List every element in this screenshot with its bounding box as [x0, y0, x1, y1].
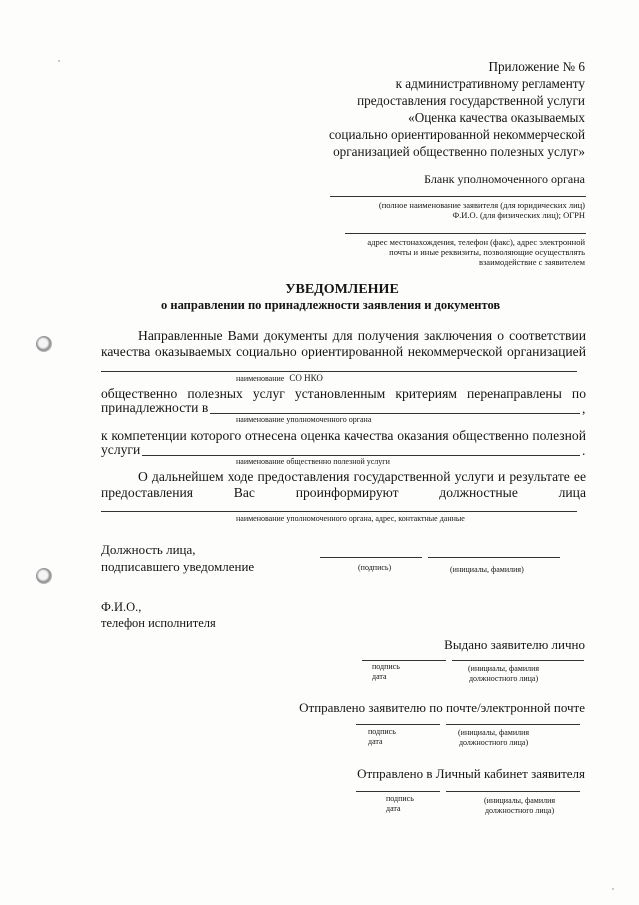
initials-caption: (инициалы, фамилия)	[450, 565, 524, 574]
body-p2-line2: предоставления Вас проинформируют должностные лица	[101, 485, 586, 500]
caption-text: взаимодействие с заявителем	[478, 257, 585, 267]
initials-caption: (инициалы, фамилия	[484, 796, 556, 805]
delivery-post-title: Отправлено заявителю по почте/электронной почте	[299, 700, 585, 715]
executor-block	[101, 599, 216, 631]
document-subtitle: о направлении по принадлежности заявления и документов	[161, 298, 501, 312]
document-title: УВЕДОМЛЕНИЕ	[285, 282, 399, 297]
initials-caption: должностного лица)	[458, 738, 529, 747]
caption-text: (полное наименование заявителя (для юридических лиц)	[378, 200, 585, 210]
signature-caption: (подпись)	[358, 563, 392, 572]
delivery-in-person-title: Выдано заявителю лично	[444, 637, 585, 652]
initials-line	[428, 557, 560, 558]
body-p1-line2: качества оказываемых социально ориентированной некоммерческой организацией	[101, 344, 586, 359]
contacts-line	[101, 511, 577, 512]
caption-text: адрес местонахождения, телефон (факс), адрес электронной	[367, 237, 585, 247]
appendix-line: социально ориентированной некоммерческой	[328, 127, 585, 142]
nko-name-line	[101, 371, 577, 372]
appendix-title: Приложение № 6	[488, 59, 585, 74]
sign-caption: подпись	[368, 727, 396, 736]
caption-text: почты и иные реквизиты, позволяющие осуществлять	[389, 247, 585, 257]
signature-line	[320, 557, 422, 558]
initials-caption: должностного лица)	[484, 806, 555, 815]
nko-caption-value: СО НКО	[289, 373, 323, 383]
signatory-label-line: Должность лица,	[101, 542, 196, 557]
organ-name-line	[210, 413, 580, 414]
initials-caption: должностного лица)	[468, 674, 539, 683]
delivery-in-person-sign-caption	[372, 662, 400, 682]
body-p1-line3: общественно полезных услуг установленным критериям перенаправлены по	[101, 386, 586, 401]
appendix-line: предоставления государственной услуги	[357, 93, 585, 108]
delivery-cabinet-sign-line	[356, 791, 440, 792]
punch-hole-bottom	[36, 568, 52, 584]
nko-caption	[236, 373, 323, 384]
service-caption: наименование общественно полезной услуги	[236, 457, 390, 466]
body-p1-line5: к компетенции которого отнесена оценка качества оказания общественно полезной	[101, 428, 586, 443]
nko-caption-label: наименование	[236, 374, 285, 383]
caption-text: Ф.И.О. (для физических лиц); ОГРН	[452, 210, 585, 220]
signatory-label	[101, 541, 254, 575]
body-p1-line4-comma: ,	[582, 401, 586, 416]
delivery-post-initials-caption	[458, 728, 529, 748]
date-caption: дата	[386, 804, 401, 813]
delivery-in-person-initials-caption	[468, 664, 539, 684]
sign-caption: подпись	[386, 794, 414, 803]
scan-speck	[58, 60, 60, 62]
applicant-name-line	[330, 196, 586, 197]
appendix-line: к административному регламенту	[395, 76, 585, 91]
delivery-cabinet-initials-line	[446, 791, 580, 792]
appendix-header	[329, 58, 585, 160]
executor-fio: Ф.И.О.,	[101, 600, 142, 614]
contacts-caption: наименование уполномоченного органа, адрес, контактные данные	[236, 514, 465, 523]
service-name-line	[142, 455, 580, 456]
applicant-address-line	[345, 233, 586, 234]
date-caption: дата	[372, 672, 387, 681]
executor-phone: телефон исполнителя	[101, 616, 216, 630]
sign-caption: подпись	[372, 662, 400, 671]
applicant-address-caption	[367, 237, 585, 267]
date-caption: дата	[368, 737, 383, 746]
body-p1-line6-dot: .	[582, 443, 586, 458]
organ-caption: наименование уполномоченного органа	[236, 415, 372, 424]
body-p1-line4: принадлежности в	[101, 400, 209, 415]
applicant-name-caption	[379, 200, 585, 220]
delivery-cabinet-title: Отправлено в Личный кабинет заявителя	[357, 766, 585, 781]
initials-caption: (инициалы, фамилия	[468, 664, 540, 673]
punch-hole-top	[36, 336, 52, 352]
body-p1-line6: услуги	[101, 442, 141, 457]
body-p1-line1: Направленные Вами документы для получения заключения о соответствии	[138, 328, 586, 343]
delivery-post-initials-line	[446, 724, 580, 725]
appendix-line: организацией общественно полезных услуг»	[333, 144, 585, 159]
body-p2-line1: О дальнейшем ходе предоставления государственной услуги и результате ее	[138, 469, 586, 484]
scan-speck	[612, 888, 614, 890]
blank-label: Бланк уполномоченного органа	[424, 172, 585, 186]
signatory-label-line: подписавшего уведомление	[101, 559, 255, 574]
delivery-cabinet-sign-caption	[386, 794, 414, 814]
delivery-cabinet-initials-caption	[484, 796, 555, 816]
delivery-post-sign-line	[356, 724, 440, 725]
delivery-in-person-sign-line	[362, 660, 446, 661]
appendix-line: «Оценка качества оказываемых	[408, 110, 585, 125]
delivery-in-person-initials-line	[452, 660, 584, 661]
delivery-post-sign-caption	[368, 727, 396, 747]
initials-caption: (инициалы, фамилия	[458, 728, 530, 737]
